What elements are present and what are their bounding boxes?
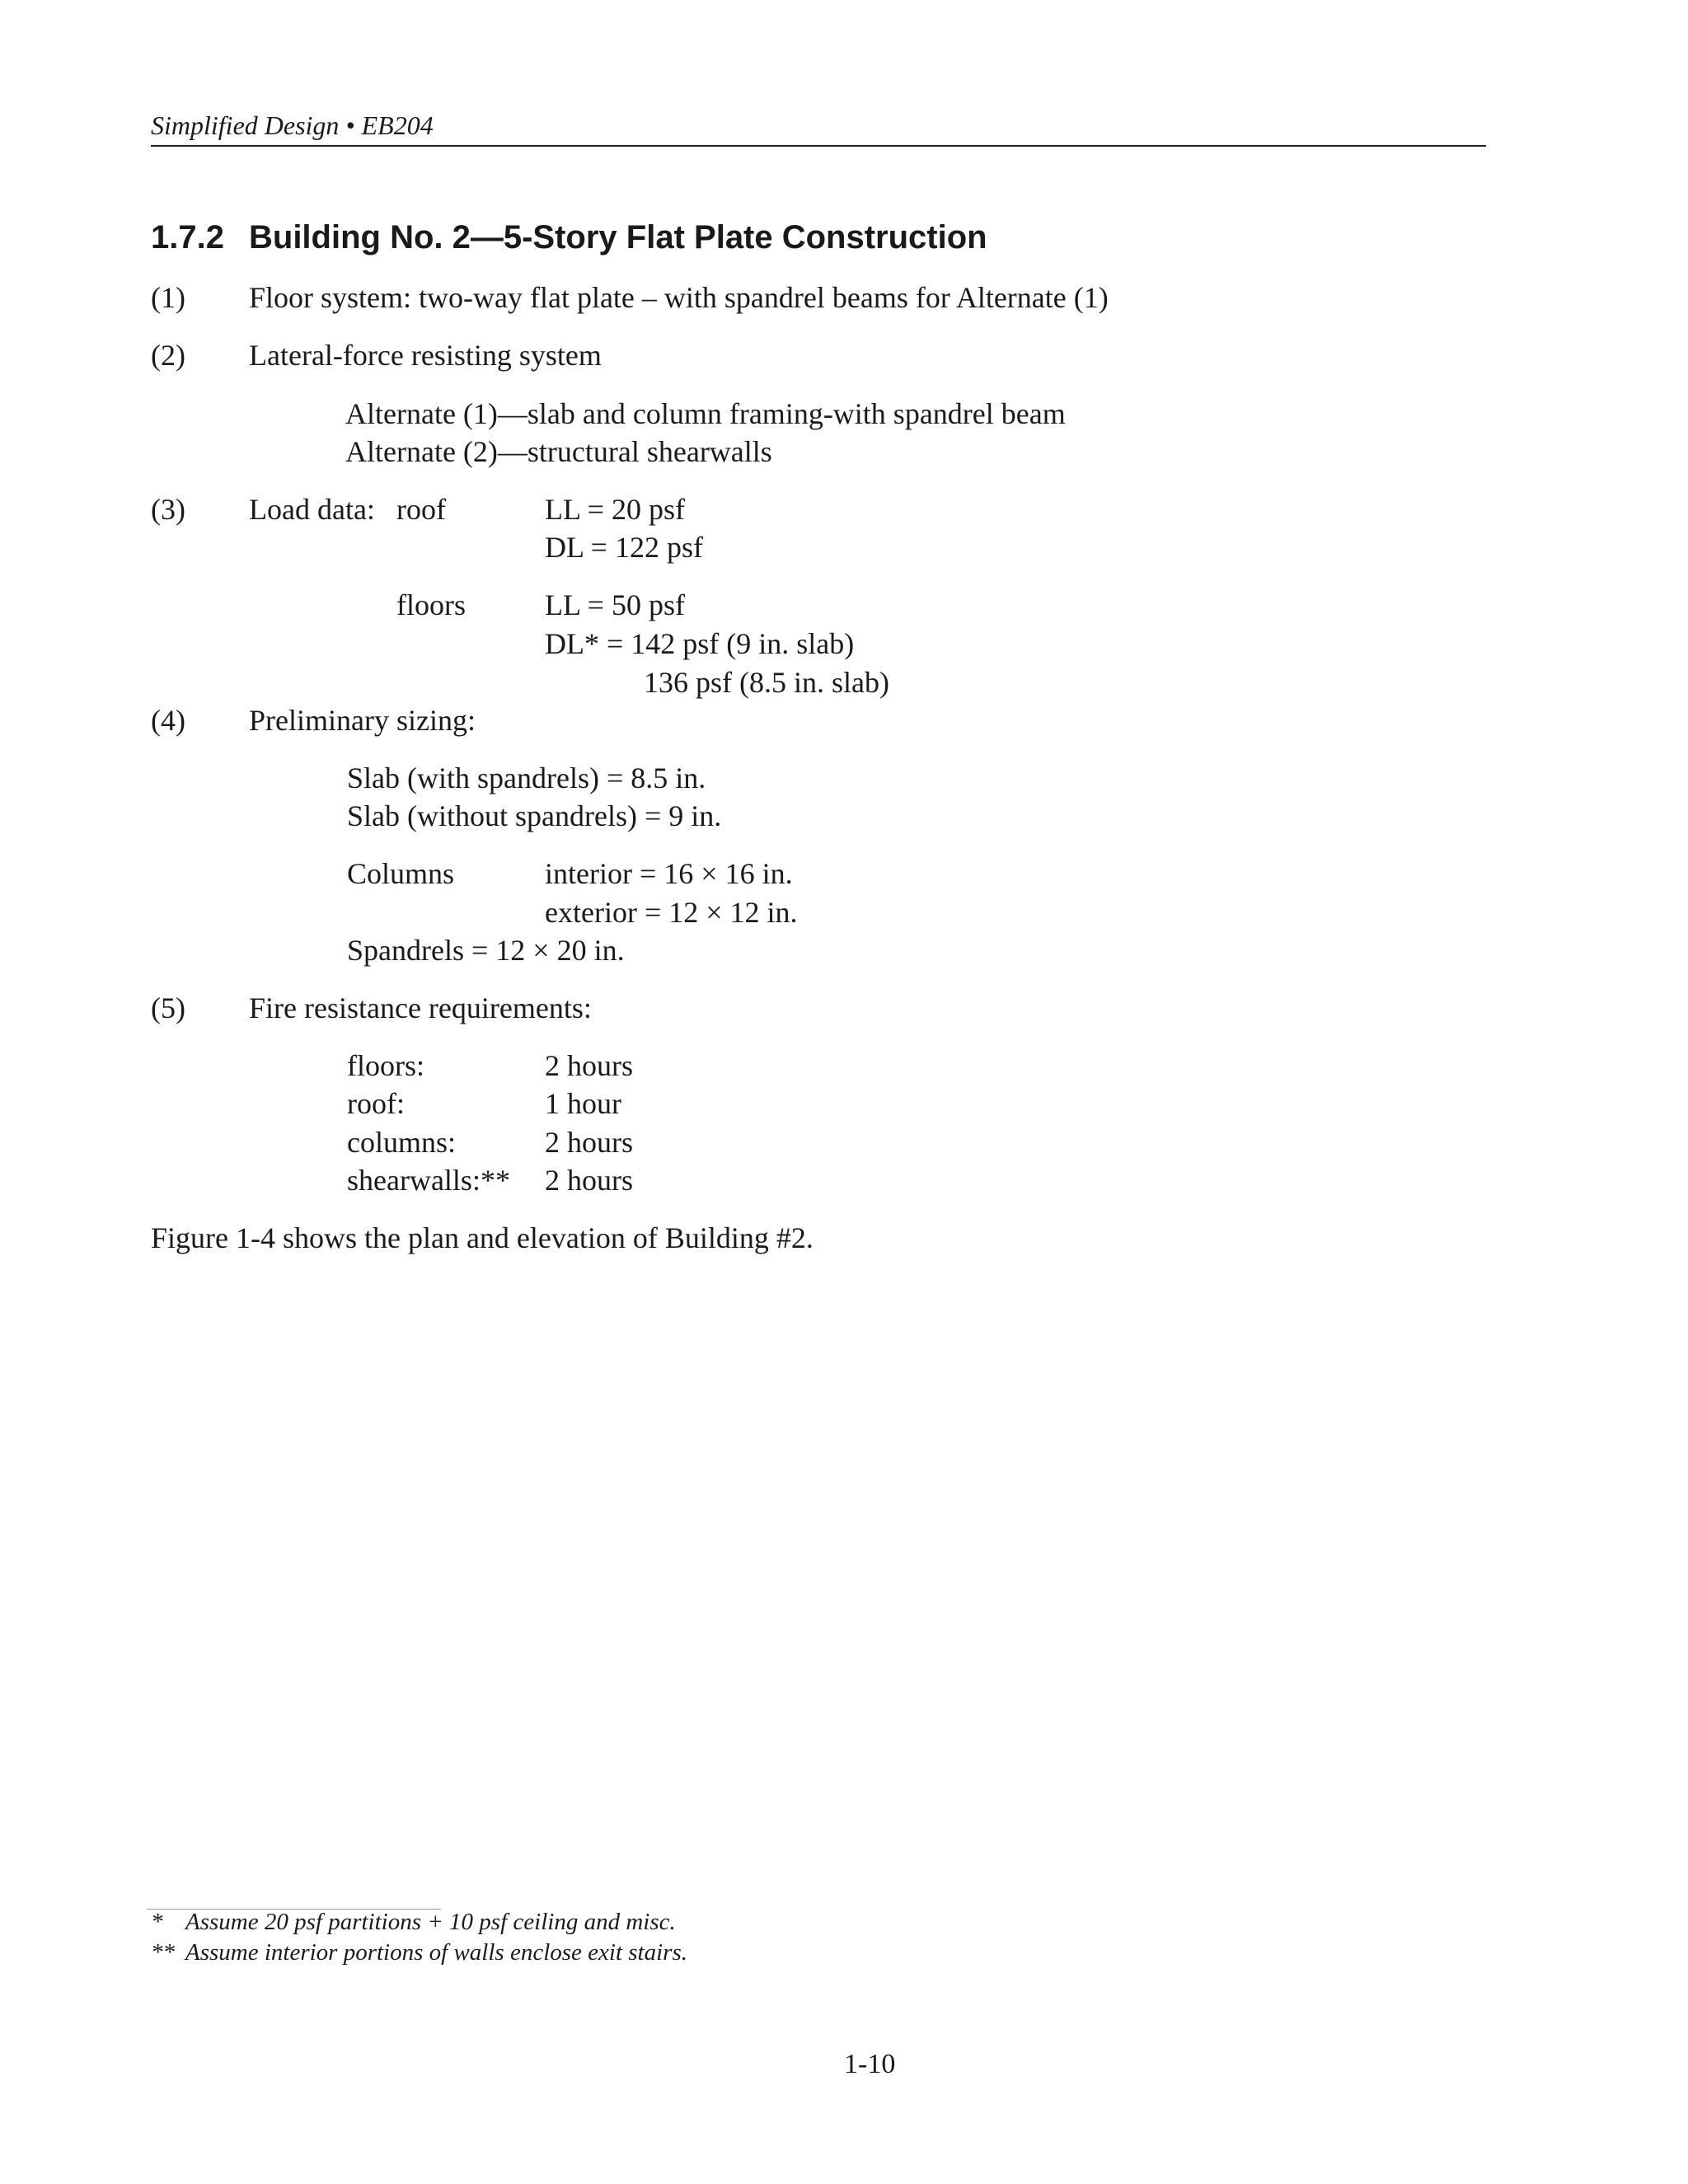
- fire-row-label: columns:: [347, 1126, 456, 1159]
- fire-row-label: roof:: [347, 1087, 405, 1120]
- header-rule: [151, 145, 1486, 147]
- footnote-text-1: Assume 20 psf partitions + 10 psf ceiling and misc.: [185, 1909, 676, 1935]
- preliminary-sizing-text: Preliminary sizing:: [249, 704, 476, 737]
- fire-row-value: 2 hours: [545, 1049, 633, 1082]
- footnote-mark-2: **: [151, 1939, 175, 1966]
- section-number: 1.7.2: [151, 219, 224, 255]
- item-number-3: (3): [151, 493, 185, 526]
- running-header: Simplified Design • EB204: [151, 110, 434, 140]
- floors-dead-load-alt: 136 psf (8.5 in. slab): [644, 666, 889, 699]
- fire-row-value: 1 hour: [545, 1087, 621, 1120]
- lateral-system-text: Lateral-force resisting system: [249, 339, 602, 372]
- interior-columns: interior = 16 × 16 in.: [545, 857, 793, 890]
- page-number: 1-10: [844, 2049, 896, 2079]
- slab-without-spandrels: Slab (without spandrels) = 9 in.: [347, 799, 722, 832]
- fire-row-label: shearwalls:**: [347, 1164, 510, 1197]
- slab-with-spandrels: Slab (with spandrels) = 8.5 in.: [347, 762, 706, 794]
- item-number-1: (1): [151, 281, 185, 314]
- alternate-1: Alternate (1)—slab and column framing-with spandrel beam: [345, 397, 1066, 430]
- columns-label: Columns: [347, 857, 455, 890]
- roof-live-load: LL = 20 psf: [545, 493, 685, 526]
- item-number-2: (2): [151, 339, 185, 372]
- roof-label: roof: [396, 493, 446, 526]
- footnote-mark-1: *: [151, 1909, 163, 1935]
- load-data-label: Load data:: [249, 493, 375, 526]
- item-number-5: (5): [151, 991, 185, 1024]
- fire-row-label: floors:: [347, 1049, 424, 1082]
- alternate-2: Alternate (2)—structural shearwalls: [345, 435, 772, 468]
- roof-dead-load: DL = 122 psf: [545, 531, 703, 564]
- floor-system-text: Floor system: two-way flat plate – with spandrel beams for Alternate (1): [249, 281, 1109, 314]
- fire-row-value: 2 hours: [545, 1164, 633, 1197]
- floors-live-load: LL = 50 psf: [545, 588, 685, 621]
- spandrels-size: Spandrels = 12 × 20 in.: [347, 934, 625, 967]
- section-title: Building No. 2—5-Story Flat Plate Construction: [249, 219, 987, 255]
- figure-reference-text: Figure 1-4 shows the plan and elevation of Building #2.: [151, 1221, 814, 1254]
- item-number-4: (4): [151, 704, 185, 737]
- fire-resistance-text: Fire resistance requirements:: [249, 991, 592, 1024]
- floors-dead-load: DL* = 142 psf (9 in. slab): [545, 627, 855, 660]
- footnote-text-2: Assume interior portions of walls enclose exit stairs.: [185, 1939, 687, 1966]
- fire-row-value: 2 hours: [545, 1126, 633, 1159]
- exterior-columns: exterior = 12 × 12 in.: [545, 896, 798, 929]
- floors-label: floors: [396, 588, 466, 621]
